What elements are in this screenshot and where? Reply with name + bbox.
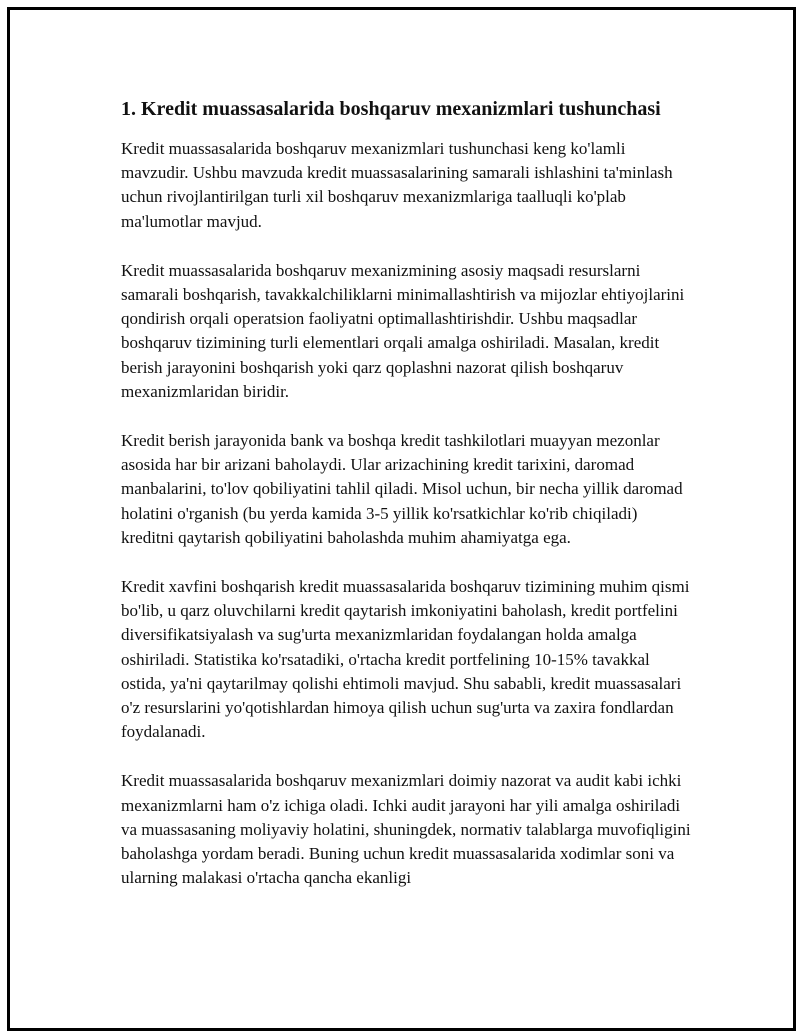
document-body	[121, 96, 691, 915]
section-heading: 1. Kredit muassasalarida boshqaruv mexanizmlari tushunchasi	[121, 98, 661, 120]
paragraph-2: Kredit muassasalarida boshqaruv mexanizmining asosiy maqsadi resurslarni samarali boshqarish, tavakkalchiliklarni minimallashtirish va mijozlar ehtiyojlarini qondirish orqali operatsion faoliyatni optimallashtirishdir. Ushbu maqsadlar boshqaruv tizimining turli elementlari orqali amalga oshiriladi. Masalan, kredit berish jarayonini boshqarish yoki qarz qoplashni nazorat qilish boshqaruv mexanizmlaridan biridir.	[121, 260, 685, 401]
paragraph-1: Kredit muassasalarida boshqaruv mexanizmlari tushunchasi keng ko'lamli mavzudir. Ushbu mavzuda kredit muassasalarining samarali ishlashini ta'minlash uchun rivojlantirilgan turli xil boshqaruv mexanizmlariga taalluqli ko'plab ma'lumotlar mavjud.	[121, 139, 673, 231]
page-border	[7, 7, 796, 1031]
paragraph-4: Kredit xavfini boshqarish kredit muassasalarida boshqaruv tizimining muhim qismi bo'lib, u qarz oluvchilarni kredit qaytarish imkoniyatini baholash, kredit portfelini diversifikatsiyalash va sug'urta mexanizmlaridan foydalangan holda amalga oshiriladi. Statistika ko'rsatadiki, o'rtacha kredit portfelining 10-15% tavakkal ostida, ya'ni qaytarilmay qolishi ehtimoli mavjud. Shu sababli, kredit muassasalari o'z resurslarini yo'qotishlardan himoya qilish uchun sug'urta va zaxira fondlardan foydalanadi.	[121, 577, 690, 742]
paragraph-5: Kredit muassasalarida boshqaruv mexanizmlari doimiy nazorat va audit kabi ichki mexanizmlarni ham o'z ichiga oladi. Ichki audit jarayoni har yili amalga oshiriladi va muassasaning moliyaviy holatini, shuningdek, normativ talablarga muvofiqligini baholashga yordam beradi. Buning uchun kredit muassasalarida xodimlar soni va ularning malakasi o'rtacha qancha ekanligi	[121, 771, 691, 888]
paragraph-3: Kredit berish jarayonida bank va boshqa kredit tashkilotlari muayyan mezonlar asosida har bir arizani baholaydi. Ular arizachining kredit tarixini, daromad manbalarini, to'lov qobiliyatini tahlil qiladi. Misol uchun, bir necha yillik daromad holatini o'rganish (bu yerda kamida 3-5 yillik ko'rsatkichlar ko'rib chiqiladi) kreditni qaytarish qobiliyatini baholashda muhim ahamiyatga ega.	[121, 431, 683, 547]
